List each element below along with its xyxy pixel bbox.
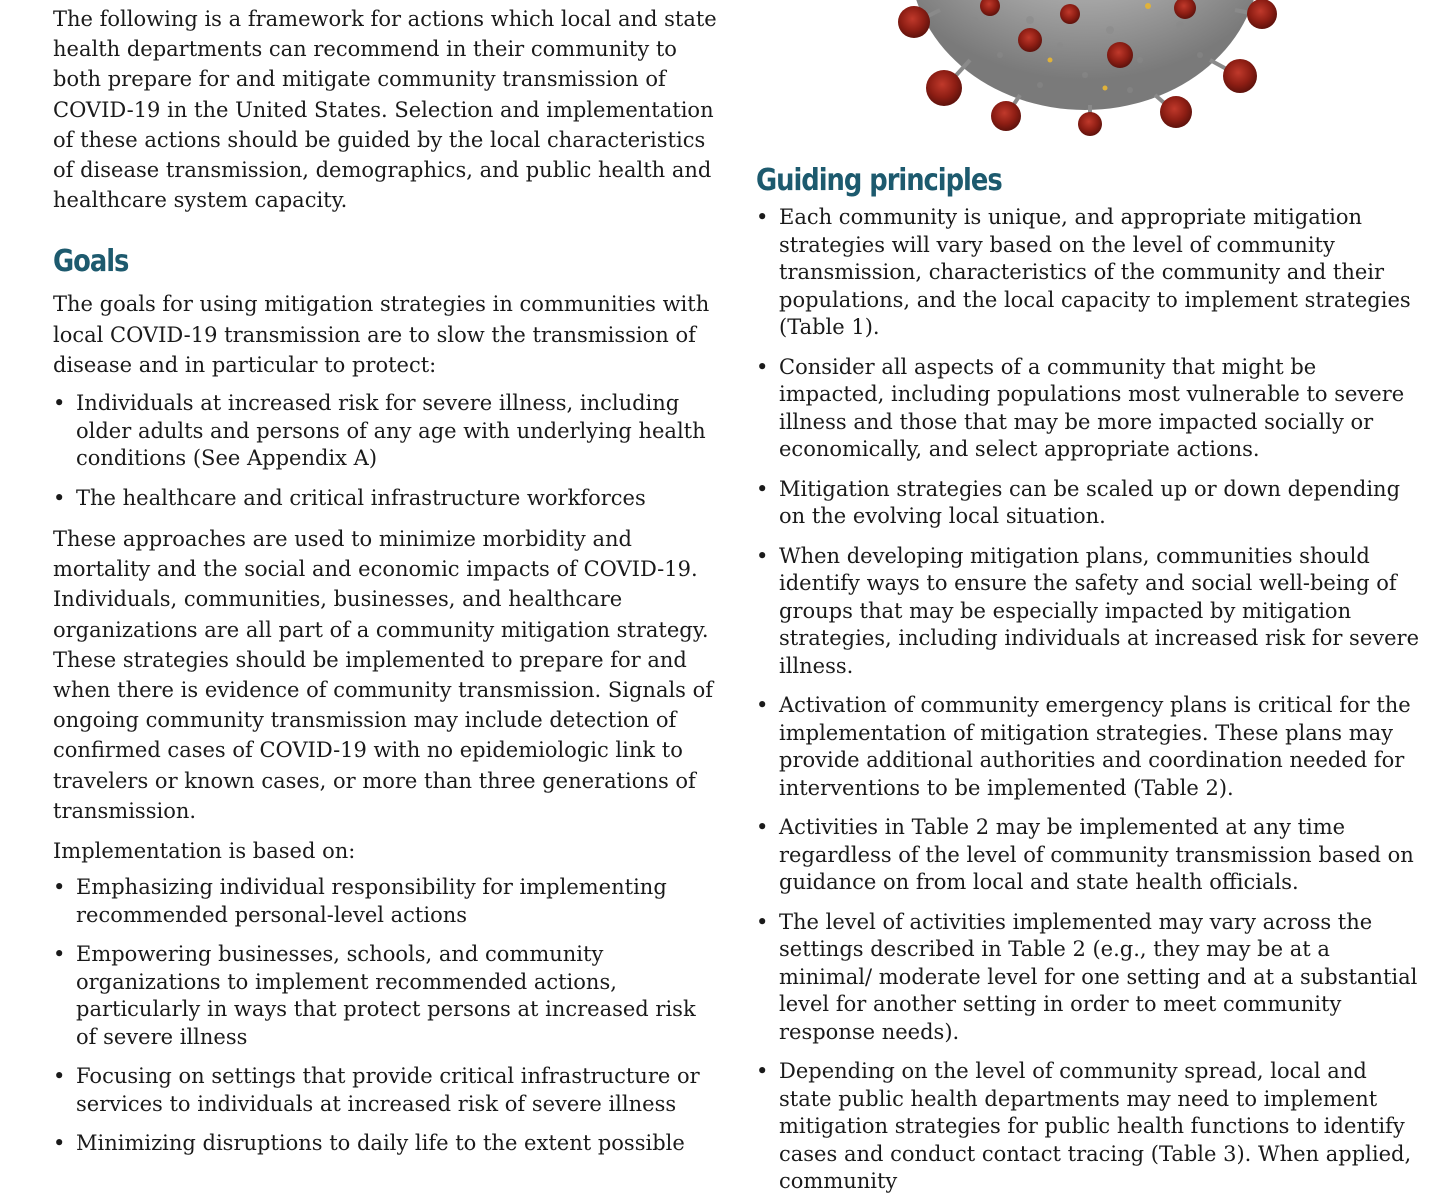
list-item: • Activation of community emergency plans is critical for the implementation of mitigation strategies. These plans may provide additional authorities and coordination needed for interventions to be implemented (Table 2).	[756, 692, 1426, 802]
list-item: • The level of activities implemented may vary across the settings described in Table 2 (e.g., they may be at a minimal/ moderate level for one setting and at a substantial level for another setting in order to meet community response needs).	[756, 909, 1426, 1047]
list-item: • Activities in Table 2 may be implemented at any time regardless of the level of community transmission based on guidance on from local and state health officials.	[756, 814, 1426, 897]
goals-paragraph: The goals for using mitigation strategies in communities with local COVID-19 transmission are to slow the transmission of disease and in particular to protect:	[53, 292, 710, 377]
list-item: • When developing mitigation plans, communities should identify ways to ensure the safety and social well-being of groups that may be especially impacted by mitigation strategies, including individuals at increased risk for severe illness.	[756, 543, 1426, 681]
implementation-list	[53, 874, 717, 1158]
list-item: • Focusing on settings that provide critical infrastructure or services to individuals at increased risk of severe illness	[53, 1063, 717, 1118]
goals-heading: Goals	[53, 244, 129, 280]
right-column	[756, 0, 1426, 1196]
goals-list	[53, 390, 717, 512]
list-item: • Mitigation strategies can be scaled up or down depending on the evolving local situation.	[756, 476, 1426, 531]
list-item: • Emphasizing individual responsibility for implementing recommended personal-level actions	[53, 874, 717, 929]
approaches-paragraph: These approaches are used to minimize morbidity and mortality and the social and economic impacts of COVID-19. Individuals, communities, businesses, and healthcare organizations are all part of a community mitigation strategy. These strategies should be implemented to prepare for and when there is evidence of community transmission. Signals of ongoing community transmission may include detection of confirmed cases of COVID-19 with no epidemiologic link to travelers or known cases, or more than three generations of transmission.	[53, 527, 714, 823]
list-item: • The healthcare and critical infrastructure workforces	[53, 485, 717, 513]
list-item: • Consider all aspects of a community that might be impacted, including populations most vulnerable to severe illness and those that may be more impacted socially or economically, and select appropriate actions.	[756, 354, 1426, 464]
guiding-principles-heading: Guiding principles	[756, 163, 1002, 198]
implementation-intro: Implementation is based on:	[53, 839, 356, 864]
list-item: • Depending on the level of community spread, local and state public health departments may need to implement mitigation strategies for public health functions to identify cases and conduct contact tracing (Table 3). When applied, community	[756, 1058, 1426, 1196]
left-column	[53, 0, 717, 1158]
guiding-principles-list	[756, 204, 1426, 1196]
intro-paragraph: The following is a framework for actions which local and state health departments can recommend in their community to both prepare for and mitigate community transmission of COVID-19 in the United States. Selection and implementation of these actions should be guided by the local characteristics of disease transmission, demographics, and public health and healthcare system capacity.	[53, 7, 717, 213]
list-item: • Each community is unique, and appropriate mitigation strategies will vary based on the level of community transmission, characteristics of the community and their populations, and the local capacity to implement strategies (Table 1).	[756, 204, 1426, 342]
list-item: • Empowering businesses, schools, and community organizations to implement recommended actions, particularly in ways that protect persons at increased risk of severe illness	[53, 941, 717, 1051]
list-item: • Minimizing disruptions to daily life to the extent possible	[53, 1130, 717, 1158]
list-item: • Individuals at increased risk for severe illness, including older adults and persons of any age with underlying health conditions (See Appendix A)	[53, 390, 717, 473]
